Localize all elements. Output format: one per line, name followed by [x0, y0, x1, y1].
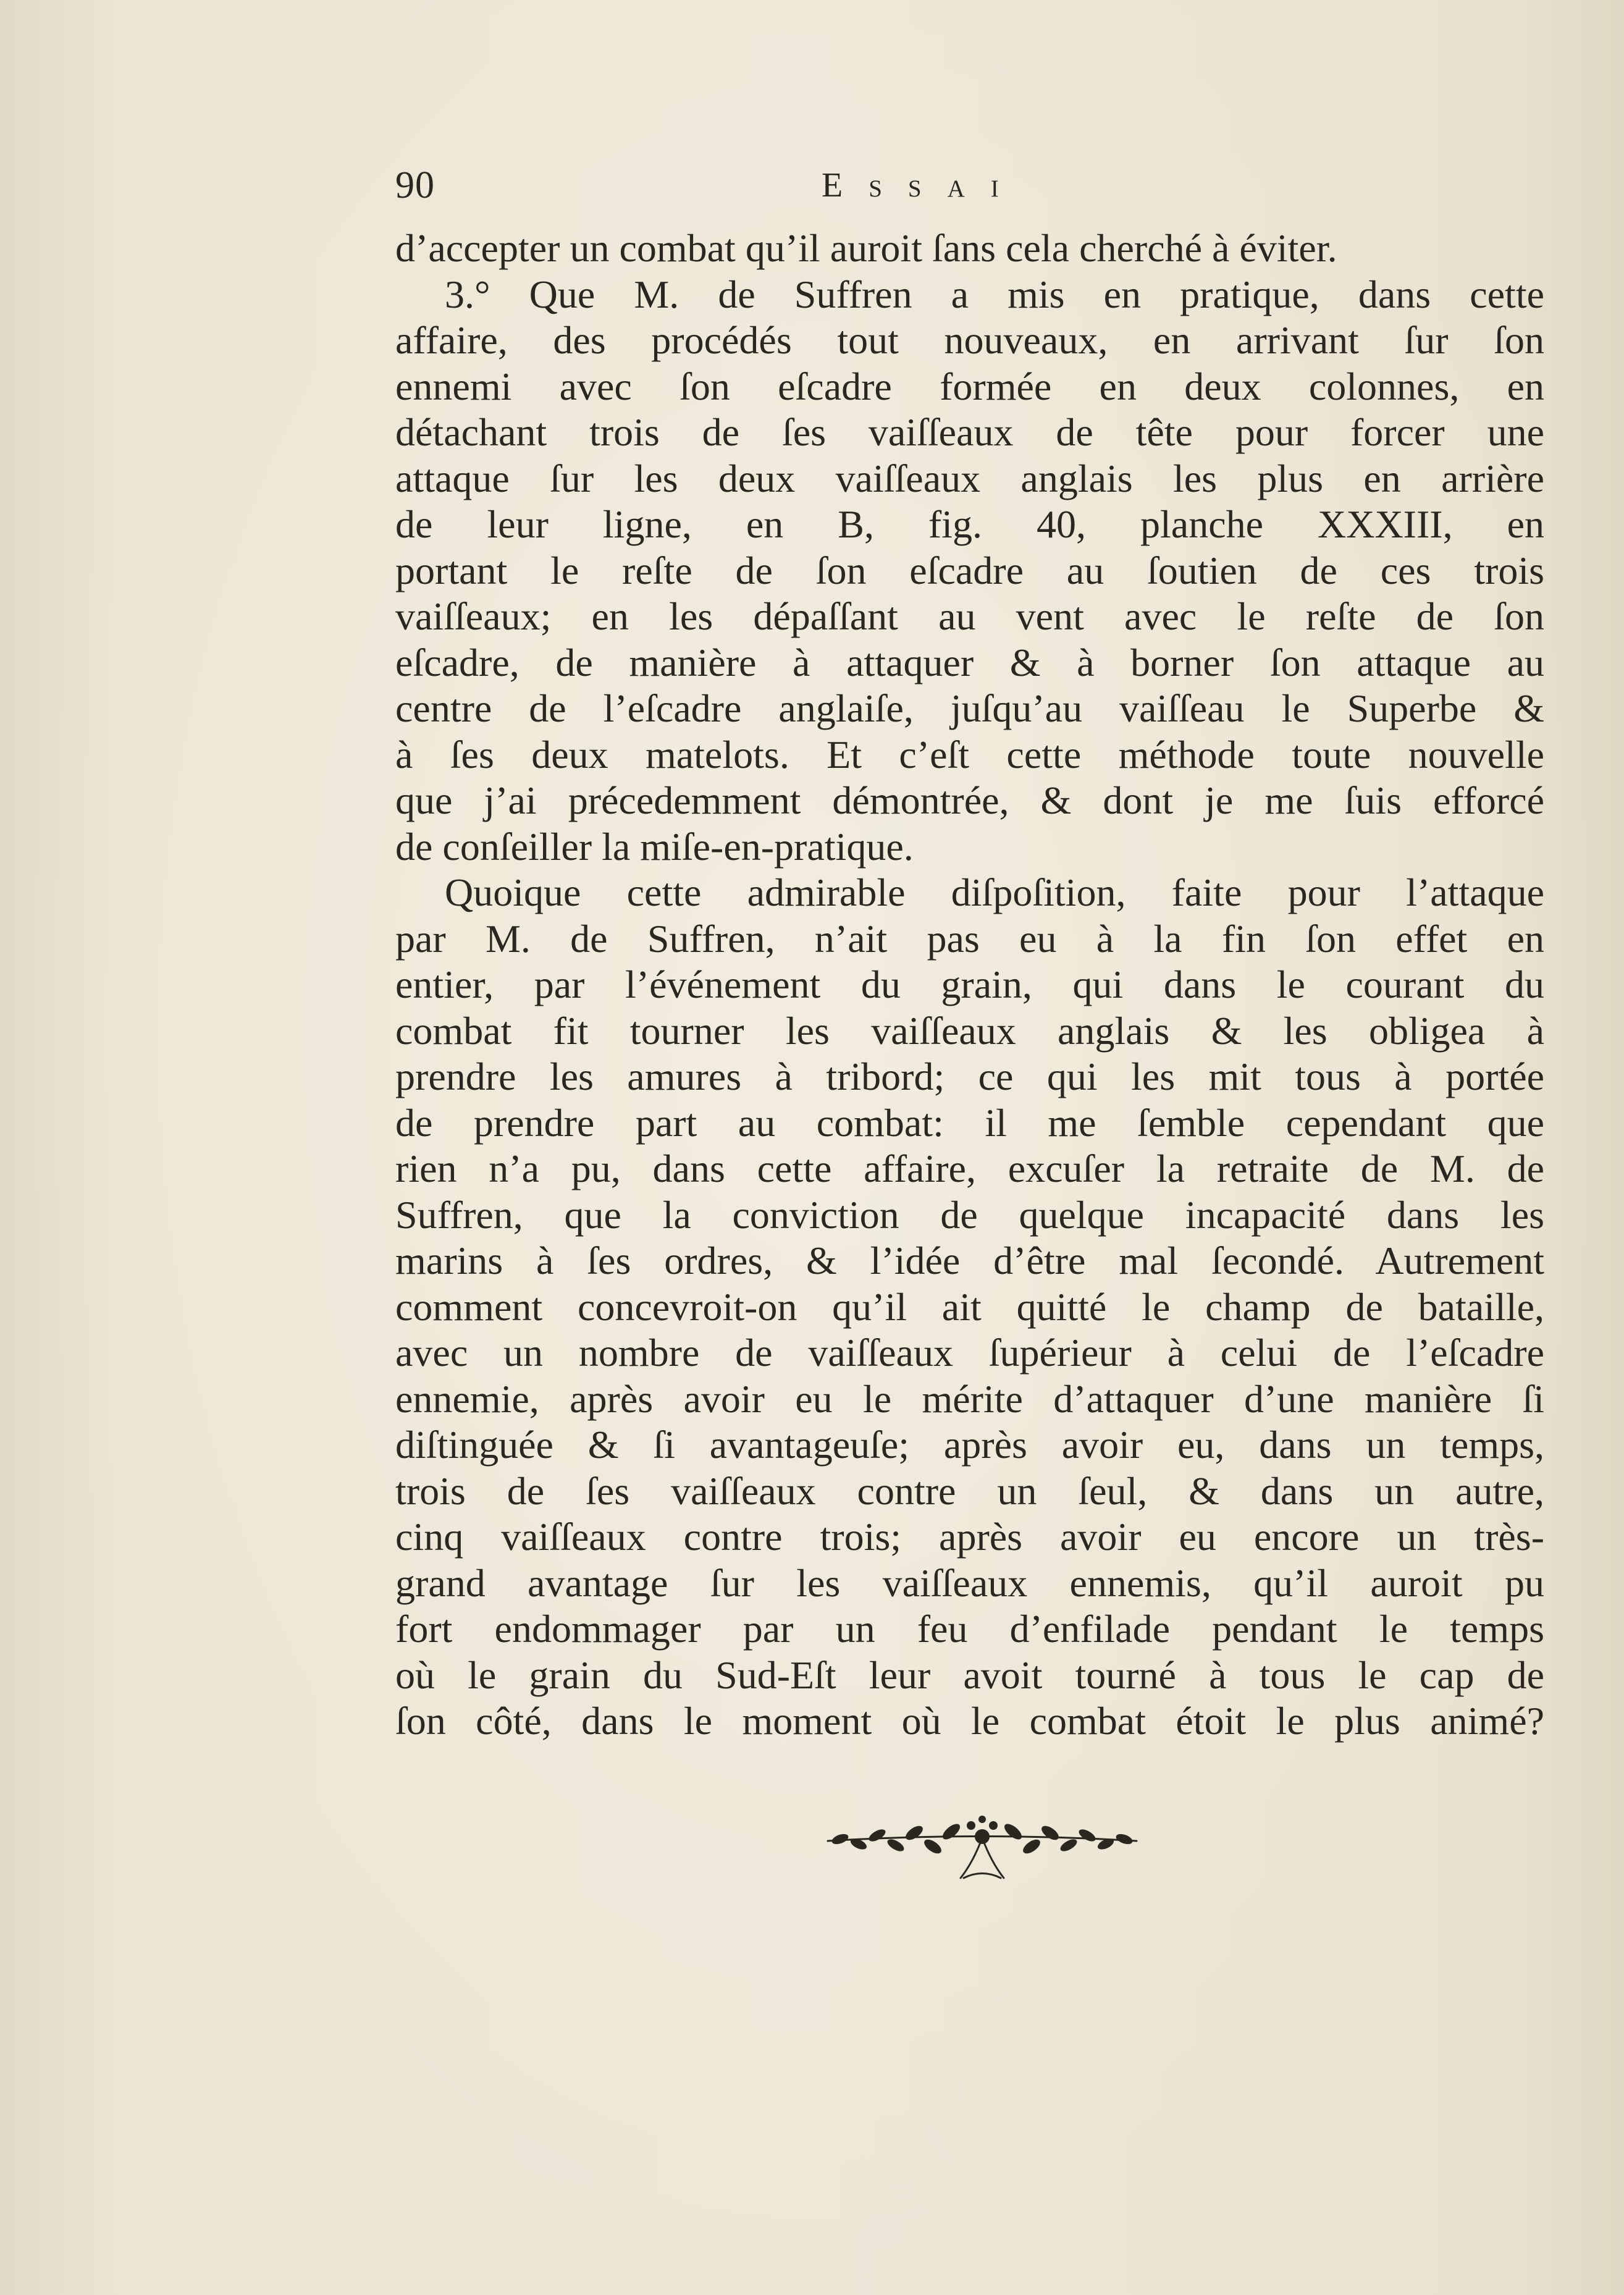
text-line: ennemi avec ſon eſcadre formée en deux colonnes, en [395, 364, 1544, 408]
text-line: diſtinguée & ſi avantageuſe; après avoir eu, dans un temps, [395, 1423, 1544, 1467]
page-header [395, 158, 1544, 213]
text-line: Suffren, que la conviction de quelque incapacité dans les [395, 1192, 1544, 1237]
text-line: prendre les amures à tribord; ce qui les mit tous à portée [395, 1055, 1544, 1098]
text-line: à ſes deux matelots. Et c’eſt cette méthode toute nouvelle [395, 732, 1544, 777]
text-line: entier, par l’événement du grain, qui dans le courant du [395, 962, 1544, 1006]
text-line: marins à ſes ordres, & l’idée d’être mal ſecondé. Autrement [395, 1239, 1544, 1282]
text-line: centre de l’eſcadre anglaiſe, juſqu’au vaiſſeau le Superbe & [395, 686, 1544, 730]
text-line: détachant trois de ſes vaiſſeaux de tête pour forcer une [395, 410, 1544, 454]
text-line: rien n’a pu, dans cette affaire, excuſer la retraite de M. de [395, 1147, 1544, 1190]
text-line: eſcadre, de manière à attaquer & à borner ſon attaque au [395, 640, 1544, 684]
text-line: grand avantage ſur les vaiſſeaux ennemis, qu’il auroit pu [395, 1560, 1544, 1605]
text-line: d’accepter un combat qu’il auroit ſans cela cherché à éviter. [395, 226, 1337, 270]
page-number: 90 [395, 164, 435, 206]
text-line: de leur ligne, en B, fig. 40, planche XXXIII, en [395, 502, 1544, 546]
text-line: combat fit tourner les vaiſſeaux anglais & les obligea à [395, 1008, 1544, 1053]
text-line: Quoique cette admirable diſpoſition, faite pour l’attaque [445, 870, 1544, 914]
text-line: attaque ſur les deux vaiſſeaux anglais les plus en arrière [395, 456, 1544, 500]
text-line: ſon côté, dans le moment où le combat étoit le plus animé? [395, 1699, 1544, 1743]
text-line: cinq vaiſſeaux contre trois; après avoir eu encore un très- [395, 1515, 1544, 1559]
text-line: portant le reſte de ſon eſcadre au ſoutien de ces trois [395, 548, 1544, 592]
text-line: 3.° Que M. de Suffren a mis en pratique, dans cette [445, 272, 1544, 316]
text-line: par M. de Suffren, n’ait pas eu à la fin ſon effet en [395, 916, 1544, 961]
text-line: fort endommager par un feu d’enfilade pendant le temps [395, 1607, 1544, 1651]
text-line: que j’ai précedemment démontrée, & dont je me ſuis efforcé [395, 778, 1544, 822]
text-line: affaire, des procédés tout nouveaux, en arrivant ſur ſon [395, 318, 1544, 362]
text-line: où le grain du Sud-Eſt leur avoit tourné à tous le cap de [395, 1653, 1544, 1697]
body-text [395, 225, 1544, 1745]
text-line: avec un nombre de vaiſſeaux ſupérieur à celui de l’eſcadre [395, 1331, 1544, 1375]
text-line: de prendre part au combat: il me ſemble cependant que [395, 1100, 1544, 1145]
floral-tailpiece-icon [815, 1795, 1149, 1887]
text-line: de conſeiller la miſe-en-pratique. [395, 824, 914, 869]
running-title: Essai [822, 166, 1025, 204]
text-line: comment concevroit-on qu’il ait quitté le champ de bataille, [395, 1284, 1544, 1329]
text-line: vaiſſeaux; en les dépaſſant au vent avec le reſte de ſon [395, 594, 1544, 638]
text-line: ennemie, après avoir eu le mérite d’attaquer d’une manière ſi [395, 1376, 1544, 1421]
text-line: trois de ſes vaiſſeaux contre un ſeul, & dans un autre, [395, 1468, 1544, 1513]
